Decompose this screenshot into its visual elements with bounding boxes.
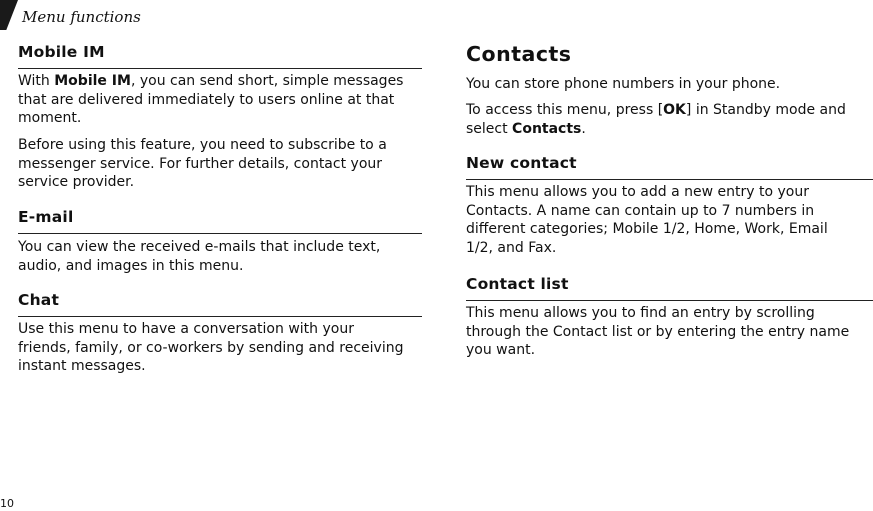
text-line: 1/2, and Fax. <box>466 239 557 256</box>
text-line: audio, and images in this menu. <box>18 257 244 274</box>
text-span: , you can send short, simple messages <box>130 73 404 89</box>
text-line: messenger service. For further details, contact your <box>18 155 383 172</box>
section-heading-chat: Chat <box>18 291 60 309</box>
text-span: select <box>466 120 513 137</box>
section-heading-new-contact: New contact <box>466 154 577 172</box>
contact-list-paragraph <box>466 304 849 360</box>
text-line: This menu allows you to add a new entry to your <box>466 184 809 200</box>
section-rule <box>18 233 422 234</box>
text-span: ] in Standby mode and <box>685 102 846 118</box>
text-line: you want. <box>466 342 536 358</box>
section-heading-contact-list: Contact list <box>466 275 569 293</box>
page-number: 10 <box>0 497 14 510</box>
key-label-ok: OK <box>663 102 686 118</box>
email-paragraph <box>18 238 380 275</box>
text-span: To access this menu, press [ <box>466 102 664 118</box>
text-line: instant messages. <box>18 358 146 374</box>
text-line: You can store phone numbers in your phone. <box>466 76 781 92</box>
new-contact-paragraph <box>466 183 828 257</box>
text-line: Use this menu to have a conversation with your <box>18 321 354 337</box>
section-rule <box>18 68 422 69</box>
bold-term: Contacts <box>512 120 582 137</box>
section-heading-mobile-im: Mobile IM <box>18 43 105 61</box>
section-rule <box>18 316 422 317</box>
running-header-title: Menu functions <box>22 8 141 26</box>
text-span: . <box>581 120 586 137</box>
text-span: With <box>18 73 55 89</box>
mobile-im-paragraph-1 <box>18 72 403 128</box>
section-rule <box>466 300 873 301</box>
text-line: moment. <box>18 110 82 126</box>
text-line <box>466 120 846 139</box>
chapter-heading-contacts: Contacts <box>466 42 572 66</box>
text-line <box>466 101 846 120</box>
contacts-access-paragraph <box>466 101 846 138</box>
text-line: through the Contact list or by entering the entry name <box>466 323 850 340</box>
text-line: You can view the received e-mails that include text, <box>18 239 381 255</box>
header-tab-decoration <box>0 0 18 30</box>
text-line: friends, family, or co-workers by sending and receiving <box>18 339 404 356</box>
text-line: Before using this feature, you need to subscribe to a <box>18 137 387 153</box>
bold-term: Mobile IM <box>54 73 131 89</box>
text-line <box>18 72 403 91</box>
text-line: that are delivered immediately to users online at that <box>18 91 395 108</box>
contacts-intro-paragraph <box>466 75 780 94</box>
section-rule <box>466 179 873 180</box>
section-heading-email: E-mail <box>18 208 74 226</box>
text-line: This menu allows you to find an entry by scrolling <box>466 305 815 321</box>
text-line: Contacts. A name can contain up to 7 numbers in <box>466 202 815 219</box>
text-line: service provider. <box>18 174 135 190</box>
text-line: different categories; Mobile 1/2, Home, Work, Email <box>466 221 828 237</box>
mobile-im-paragraph-2 <box>18 136 387 192</box>
chat-paragraph <box>18 320 403 376</box>
